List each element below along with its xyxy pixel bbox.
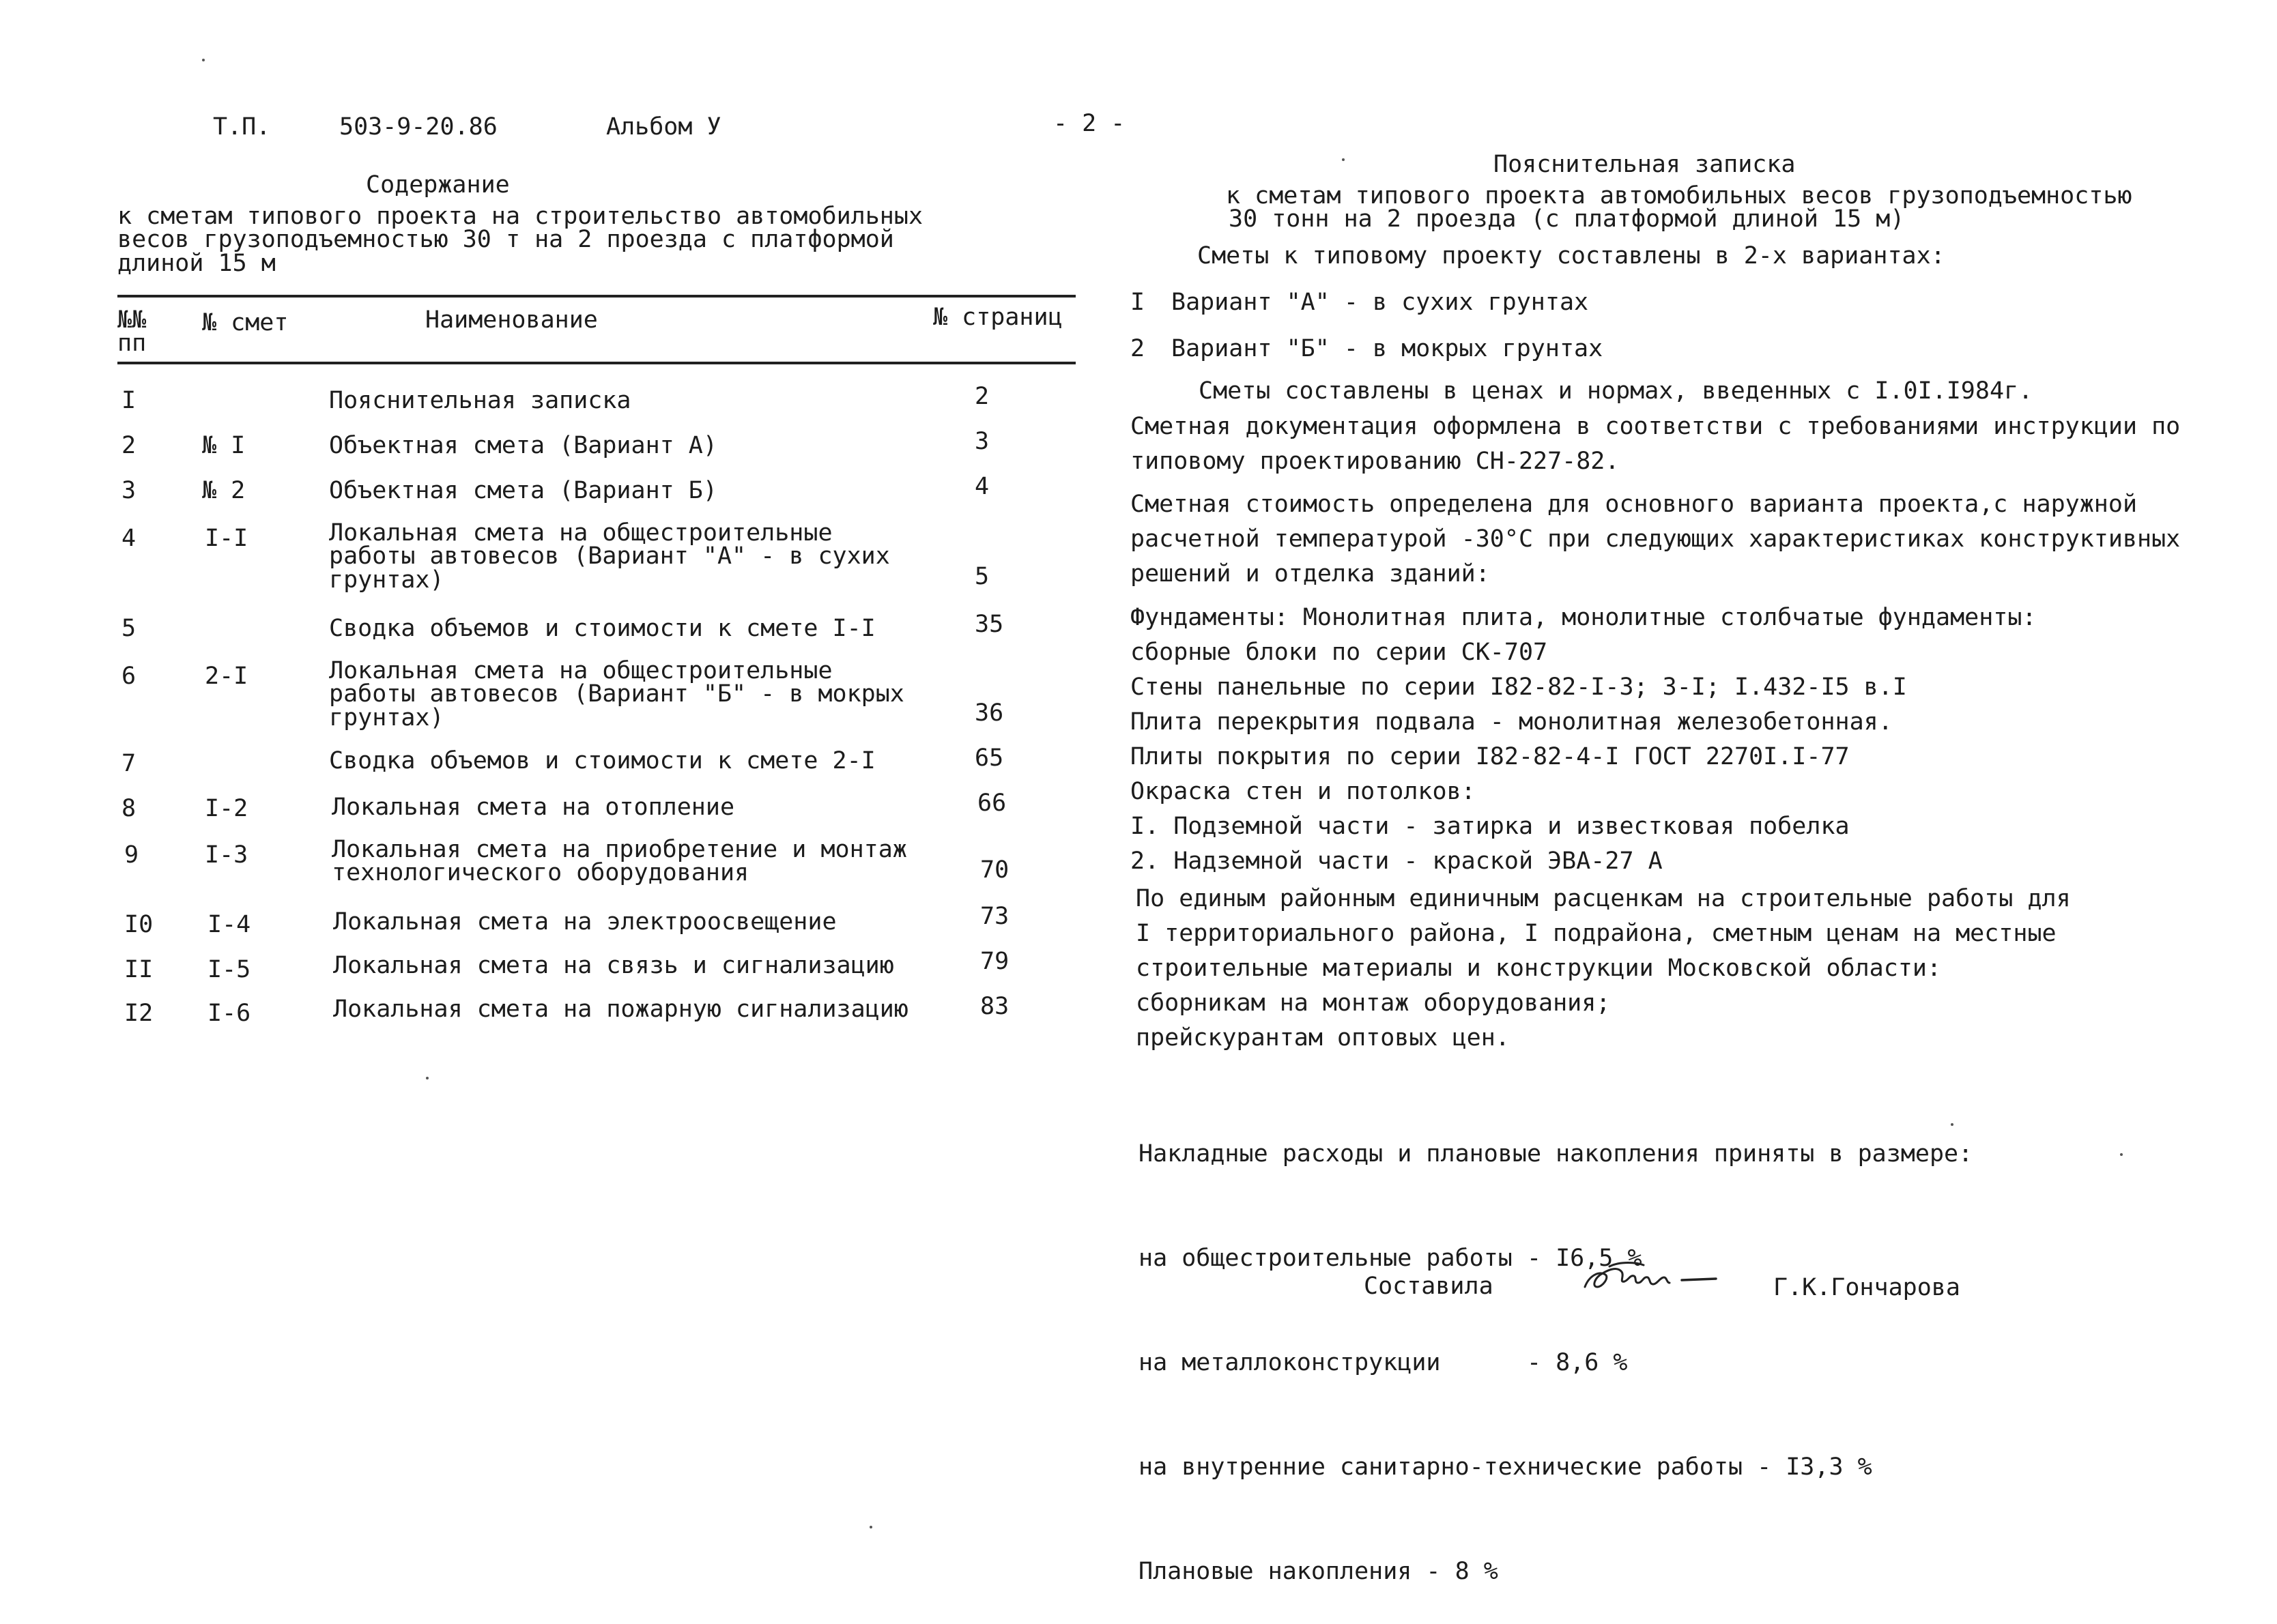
row-name-line: Локальная смета на общестроительные — [329, 519, 833, 547]
row-name — [329, 659, 904, 729]
note-subtitle-line: к сметам типового проекта автомобильных весов грузоподъемностью — [1226, 182, 2132, 209]
row-name-line: грунтах) — [329, 704, 444, 731]
row-name-line: работы автовесов (Вариант "А" - в сухих — [329, 542, 890, 570]
structure-line: Фундаменты: Монолитная плита, монолитные столбчатые фундаменты: — [1130, 604, 2037, 631]
structure-line: Окраска стен и потолков: — [1130, 778, 1476, 805]
row-page: 70 — [980, 856, 1009, 884]
row-name: Сводка объемов и стоимости к смете I-I — [329, 615, 876, 642]
album-label: Альбом У — [606, 113, 721, 141]
table-header-rule — [117, 362, 1076, 364]
rates-paragraph — [1136, 882, 2071, 1056]
row-name-line: грунтах) — [329, 566, 444, 594]
rates-line: сборникам на монтаж оборудования; — [1136, 989, 1611, 1017]
overhead-paragraph — [1138, 1067, 1973, 1624]
col-header-smeta: № смет — [202, 309, 289, 336]
row-name: Объектная смета (Вариант Б) — [329, 477, 717, 504]
row-num: 5 — [121, 615, 137, 642]
scan-speck — [1342, 158, 1345, 161]
row-page: 83 — [980, 993, 1009, 1020]
row-smeta: № I — [202, 432, 246, 459]
scan-speck — [2120, 1153, 2123, 1156]
row-num: I — [121, 387, 137, 414]
scan-speck — [202, 59, 205, 61]
variant-num: I — [1130, 289, 1145, 316]
note-subtitle-line: 30 тонн на 2 проезда (с платформой длиной 15 м) — [1229, 205, 1905, 233]
structure-line: 2. Надземной части - краской ЭВА-27 А — [1130, 847, 1663, 875]
note-subtitle — [1226, 184, 2132, 231]
overhead-line: Плановые накопления - 8 % — [1138, 1558, 1498, 1585]
contents-subtitle — [117, 205, 923, 275]
overhead-line: на металлоконструкции - 8,6 % — [1138, 1349, 1628, 1376]
row-name: Объектная смета (Вариант А) — [329, 432, 717, 459]
row-num: 7 — [121, 750, 137, 777]
col-header-pages: № страниц — [933, 304, 1063, 331]
scan-speck — [870, 1526, 872, 1528]
compiler-name: Г.К.Гончарова — [1773, 1274, 1960, 1301]
cost-paragraph — [1130, 487, 2180, 592]
structure-line: сборные блоки по серии СК-707 — [1130, 639, 1548, 666]
row-num: 9 — [124, 841, 139, 869]
tp-label: Т.П. — [213, 113, 271, 141]
row-num: 3 — [121, 477, 137, 504]
row-page: 73 — [980, 903, 1009, 930]
scan-speck — [426, 1077, 429, 1079]
row-smeta: I-3 — [205, 841, 248, 869]
row-num: 4 — [121, 525, 137, 552]
row-page: 3 — [975, 428, 990, 455]
structure-line: I. Подземной части - затирка и известковая побелка — [1130, 813, 1850, 840]
row-num: II — [124, 956, 154, 983]
row-smeta: I-I — [205, 525, 248, 552]
row-num: 8 — [121, 795, 137, 822]
col-header-num — [117, 308, 146, 356]
overhead-line: Накладные расходы и плановые накопления приняты в размере: — [1138, 1140, 1973, 1168]
row-smeta: I-6 — [207, 1000, 251, 1027]
docs-line: Сметная документация оформлена в соответстви с требованиями инструкции по — [1130, 413, 2181, 440]
cost-line: решений и отделка зданий: — [1130, 560, 1490, 588]
row-num: I2 — [124, 1000, 154, 1027]
row-name-line: Локальная смета на приобретение и монтаж — [332, 836, 907, 863]
row-name: Пояснительная записка — [329, 387, 631, 414]
row-num: 2 — [121, 432, 137, 459]
docs-line: типовому проектированию СН-227-82. — [1130, 448, 1620, 475]
compiled-label: Составила — [1364, 1273, 1493, 1300]
row-page: 5 — [975, 563, 990, 590]
rates-line: По единым районным единичным расценкам на строительные работы для — [1136, 885, 2071, 912]
table-top-rule — [117, 295, 1076, 298]
row-name: Локальная смета на отопление — [332, 794, 735, 821]
structure-line: Плита перекрытия подвала - монолитная железобетонная. — [1130, 708, 1893, 736]
row-smeta: I-4 — [207, 911, 251, 938]
cost-line: расчетной температурой -30°С при следующих характеристиках конструктивных — [1130, 525, 2181, 553]
variant-num: 2 — [1130, 335, 1145, 362]
row-name — [332, 838, 907, 885]
rates-line: I территориального района, I подрайона, сметным ценам на местные — [1136, 920, 2057, 947]
row-name-line: технологического оборудования — [332, 859, 749, 887]
structure-paragraph — [1130, 600, 2037, 879]
row-name-line: работы автовесов (Вариант "Б" - в мокрых — [329, 680, 904, 708]
page-number: - 2 - — [1053, 110, 1126, 137]
row-page: 79 — [980, 948, 1009, 975]
row-smeta: 2-I — [205, 663, 248, 690]
row-name-line: Локальная смета на общестроительные — [329, 657, 833, 684]
row-num: I0 — [124, 911, 154, 938]
row-smeta: № 2 — [202, 477, 246, 504]
row-smeta: I-5 — [207, 956, 251, 983]
contents-subtitle-line: весов грузоподъемностью 30 т на 2 проезда с платформой — [117, 226, 894, 254]
row-smeta: I-2 — [205, 795, 248, 822]
row-name: Локальная смета на связь и сигнализацию — [333, 952, 894, 979]
contents-subtitle-line: длиной 15 м — [117, 249, 276, 277]
overhead-line: на внутренние санитарно-технические работы - I3,3 % — [1138, 1453, 1872, 1481]
row-name — [329, 521, 890, 592]
signature-icon — [1582, 1257, 1736, 1301]
note-title: Пояснительная записка — [1493, 151, 1796, 178]
cost-line: Сметная стоимость определена для основного варианта проекта,с наружной — [1130, 491, 2138, 518]
row-name: Локальная смета на пожарную сигнализацию — [333, 996, 908, 1023]
rates-line: строительные материалы и конструкции Московской области: — [1136, 955, 1942, 982]
row-page: 35 — [975, 611, 1004, 638]
row-name: Сводка объемов и стоимости к смете 2-I — [329, 747, 876, 774]
row-page: 4 — [975, 473, 990, 500]
row-num: 6 — [121, 663, 137, 690]
col-header-num-line1: №№ — [117, 306, 147, 334]
contents-title: Содержание — [366, 171, 510, 199]
row-name: Локальная смета на электроосвещение — [333, 908, 837, 936]
row-page: 66 — [977, 789, 1007, 817]
variant-text: Вариант "Б" - в мокрых грунтах — [1171, 335, 1603, 362]
prices-line: Сметы составлены в ценах и нормах, введенных с I.0I.I984г. — [1199, 377, 2033, 405]
variants-intro: Сметы к типовому проекту составлены в 2-х вариантах: — [1197, 242, 1945, 270]
row-page: 65 — [975, 744, 1004, 772]
docs-paragraph — [1130, 409, 2180, 479]
scan-speck — [1951, 1123, 1953, 1126]
rates-line: прейскурантам оптовых цен. — [1136, 1024, 1510, 1052]
row-page: 2 — [975, 383, 990, 410]
structure-line: Стены панельные по серии I82-82-I-3; 3-I; I.432-I5 в.I — [1130, 673, 1907, 701]
col-header-num-line2: пп — [117, 330, 147, 358]
contents-subtitle-line: к сметам типового проекта на строительство автомобильных — [117, 203, 923, 230]
tp-number: 503-9-20.86 — [339, 113, 498, 141]
row-page: 36 — [975, 699, 1004, 727]
overhead-line: на общестроительные работы - I6,5 % — [1138, 1245, 1642, 1272]
col-header-name: Наименование — [425, 306, 598, 334]
structure-line: Плиты покрытия по серии I82-82-4-I ГОСТ 2270I.I-77 — [1130, 743, 1850, 770]
variant-text: Вариант "А" - в сухих грунтах — [1171, 289, 1589, 316]
